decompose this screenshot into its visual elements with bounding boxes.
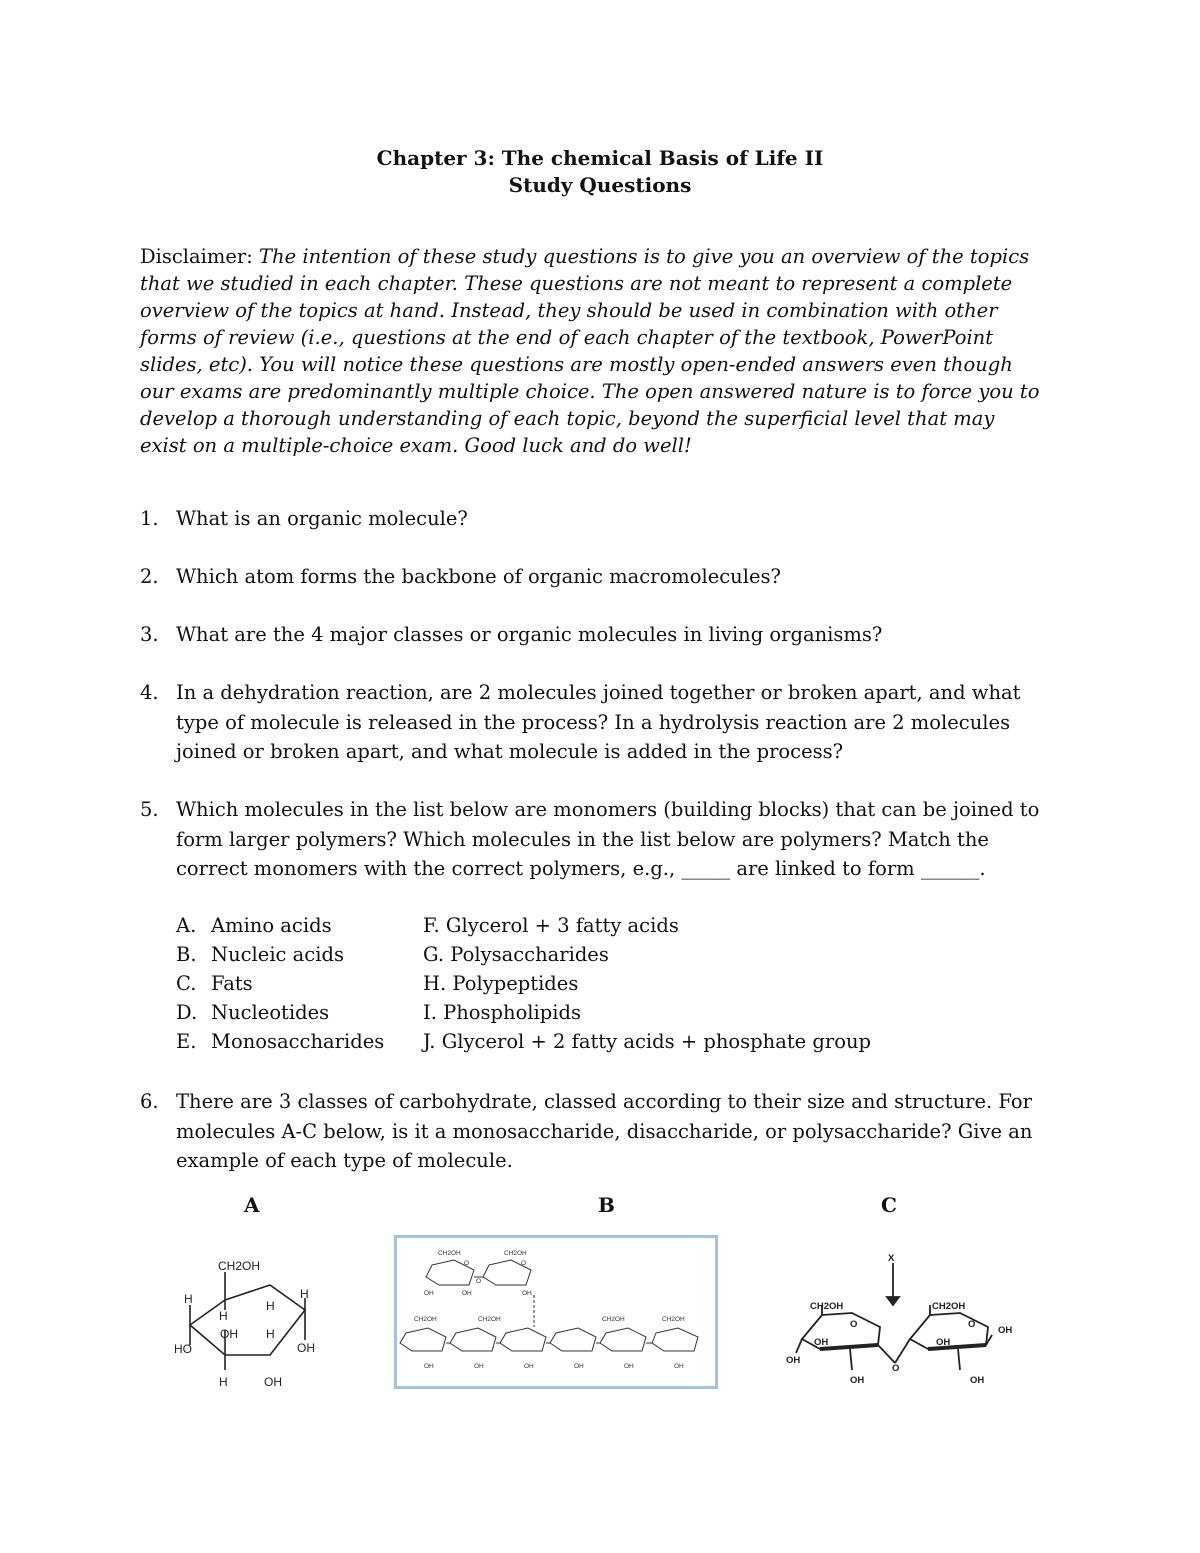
list-text: Nucleic acids — [211, 943, 344, 966]
atom-label: OH — [674, 1363, 684, 1370]
list-letter: A. — [176, 914, 197, 937]
list-letter: C. — [176, 972, 197, 995]
atom-label: H — [184, 1292, 193, 1306]
atom-label: H — [219, 1375, 228, 1389]
atom-label: OH — [786, 1355, 801, 1366]
atom-label: OH — [998, 1325, 1013, 1336]
question-number: 5. — [140, 798, 159, 821]
question-text: What are the 4 major classes or organic molecules in living organisms? — [176, 623, 883, 646]
atom-label: O — [850, 1319, 858, 1330]
question-text: What is an organic molecule? — [176, 507, 468, 530]
question-number: 3. — [140, 623, 159, 646]
atom-label: CH2OH — [810, 1301, 844, 1312]
list-item-h: H. Polypeptides — [423, 972, 579, 995]
list-item-j: J. Glycerol + 2 fatty acids + phosphate group — [423, 1030, 871, 1053]
atom-label: OH — [524, 1363, 534, 1370]
atom-label: OH — [264, 1375, 282, 1389]
question-text: There are 3 classes of carbohydrate, classed according to their size and structure. For molecules A-C below, is it a monosaccharide, disaccharide, or polysaccharide? Give an example of each type of molecule. — [176, 1090, 1033, 1172]
atom-label: H — [266, 1299, 275, 1313]
atom-label: OH — [936, 1337, 951, 1348]
page-subtitle: Study Questions — [508, 173, 692, 197]
list-item-f: F. Glycerol + 3 fatty acids — [423, 914, 679, 937]
atom-label: OH — [462, 1290, 472, 1297]
atom-label: CH2OH — [932, 1301, 966, 1312]
atom-label: OH — [424, 1290, 434, 1297]
figure-b-label: B — [598, 1193, 615, 1217]
question-text: Which molecules in the list below are monomers (building blocks) that can be joined to form larger polymers? Which molecules in the list below are polymers? Match the correct monomers with the correct polymers, e.g., _____ are linked to form ______. — [176, 798, 1040, 880]
atom-label: O — [968, 1319, 976, 1330]
list-item-g: G. Polysaccharides — [423, 943, 609, 966]
atom-label: O — [464, 1260, 470, 1267]
question-number: 6. — [140, 1090, 159, 1113]
atom-label: OH — [970, 1375, 985, 1386]
question-text: In a dehydration reaction, are 2 molecules joined together or broken apart, and what type of molecule is released in the process? In a hydrolysis reaction are 2 molecules joined or broken apart, and what molecule is added in the process? — [176, 681, 1021, 763]
list-letter: B. — [176, 943, 197, 966]
atom-label: O — [521, 1260, 527, 1267]
figure-c-disaccharide-diagram — [780, 1245, 1025, 1390]
list-text: Amino acids — [211, 914, 332, 937]
atom-label: OH — [624, 1363, 634, 1370]
atom-label: CH2OH — [478, 1316, 501, 1323]
atom-label: OH — [474, 1363, 484, 1370]
atom-label: OH — [220, 1327, 238, 1341]
atom-label: CH2OH — [602, 1316, 625, 1323]
figure-a-label: A — [244, 1193, 260, 1217]
atom-label: O — [476, 1278, 482, 1285]
figure-a-glucose-diagram — [170, 1250, 330, 1395]
figure-b-frame — [396, 1237, 717, 1388]
atom-label: OH — [574, 1363, 584, 1370]
atom-label: H — [219, 1309, 228, 1323]
figure-c-label: C — [881, 1193, 897, 1217]
list-item-i: I. Phospholipids — [423, 1001, 581, 1024]
question-number: 4. — [140, 681, 159, 704]
atom-label: O — [892, 1363, 900, 1374]
list-text: Nucleotides — [211, 1001, 330, 1024]
atom-label: OH — [850, 1375, 865, 1386]
atom-label: OH — [814, 1337, 829, 1348]
list-text: Fats — [211, 972, 253, 995]
atom-label: H — [300, 1287, 309, 1301]
question-number: 1. — [140, 507, 159, 530]
atom-label: CH2OH — [218, 1259, 261, 1273]
disclaimer-label: Disclaimer: — [140, 245, 260, 268]
atom-label: OH — [297, 1341, 315, 1355]
question-text: Which atom forms the backbone of organic macromolecules? — [176, 565, 781, 588]
atom-label: CH2OH — [438, 1250, 461, 1257]
atom-label: CH2OH — [414, 1316, 437, 1323]
figure-b-polysaccharide-diagram — [394, 1235, 718, 1389]
disclaimer — [140, 243, 1045, 459]
atom-label: OH — [522, 1290, 532, 1297]
question-number: 2. — [140, 565, 159, 588]
atom-label: CH2OH — [504, 1250, 527, 1257]
disclaimer-text: The intention of these study questions is to give you an overview of the topics that we studied in each chapter. These questions are not meant to represent a complete overview of the topics at hand. Instead, they should be used in combination with other forms of review (i.e., questions at the end of each chapter of the textbook, PowerPoint slides, etc). You will notice these questions are mostly open-ended answers even though our exams are predominantly multiple choice. The open answered nature is to force you to develop a thorough understanding of each topic, beyond the superficial level that may exist on a multiple-choice exam. Good luck and do well! — [140, 245, 1040, 457]
atom-label: H — [266, 1327, 275, 1341]
list-letter: D. — [176, 1001, 198, 1024]
list-letter: E. — [176, 1030, 197, 1053]
atom-label: HO — [174, 1342, 192, 1356]
atom-label: X — [888, 1253, 895, 1264]
list-text: Monosaccharides — [211, 1030, 385, 1053]
atom-label: CH2OH — [662, 1316, 685, 1323]
page-title: Chapter 3: The chemical Basis of Life II — [376, 146, 824, 170]
atom-label: OH — [424, 1363, 434, 1370]
